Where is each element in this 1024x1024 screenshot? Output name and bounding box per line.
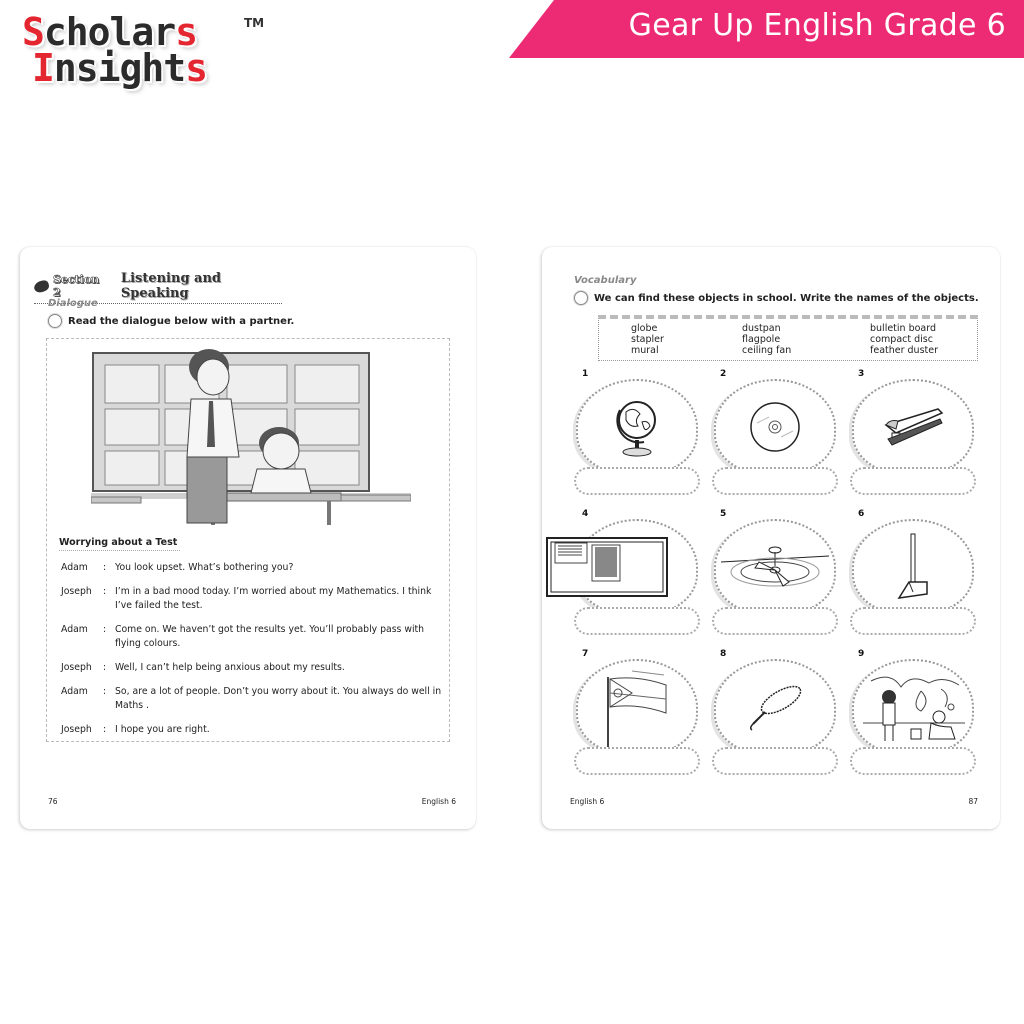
line-text: Come on. We haven’t got the results yet. You’ll probably pass with flying colours.: [115, 624, 425, 649]
word-bank-column: [870, 323, 938, 356]
left-page: [20, 247, 476, 829]
colon: :: [103, 562, 107, 573]
vocab-item: [710, 509, 840, 637]
section-title: Listening and Speaking: [120, 271, 222, 301]
vocabulary-label: Vocabulary: [574, 275, 637, 286]
dustpan-icon: [848, 519, 978, 615]
dialogue-box: [46, 338, 450, 742]
item-number: 3: [858, 369, 865, 379]
right-page: [542, 247, 1000, 829]
word: flagpole: [742, 334, 781, 345]
item-number: 9: [858, 649, 865, 659]
footer-title: English 6: [570, 797, 605, 806]
item-number: 4: [582, 509, 589, 519]
answer-field[interactable]: [850, 467, 976, 495]
word: dustpan: [742, 323, 781, 334]
page-number: 76: [48, 797, 58, 806]
vocab-item: [848, 509, 978, 637]
dialogue-line: [61, 561, 443, 575]
speaker: Adam: [61, 562, 88, 573]
vocab-item: [710, 369, 840, 497]
word-bank-column: [631, 323, 664, 356]
vocab-item: [710, 649, 840, 777]
colon: :: [103, 724, 107, 735]
instruction-text: We can find these objects in school. Write the names of the objects.: [594, 292, 979, 304]
answer-field[interactable]: [574, 607, 700, 635]
item-number: 5: [720, 509, 727, 519]
line-text: I hope you are right.: [115, 724, 210, 735]
classroom-illustration: [91, 347, 411, 525]
answer-field[interactable]: [712, 467, 838, 495]
dialogue-line: [61, 585, 443, 613]
word: bulletin board: [870, 323, 937, 334]
speaker: Joseph: [61, 662, 92, 673]
line-text: So, are a lot of people. Don’t you worry about it. You always do well in Maths .: [115, 686, 442, 711]
word: feather duster: [870, 345, 939, 356]
checkbox-ring-icon: [48, 314, 62, 328]
item-number: 7: [582, 649, 589, 659]
scholars-insights-logo: [22, 10, 265, 94]
colon: :: [103, 686, 107, 697]
dialogue-line: [61, 723, 443, 737]
answer-field[interactable]: [574, 747, 700, 775]
feather-duster-icon: [710, 659, 840, 755]
vocab-item: [572, 509, 702, 637]
flagpole-icon: [572, 659, 702, 755]
word: ceiling fan: [742, 345, 792, 356]
item-number: 1: [582, 369, 589, 379]
dialogue-line: [61, 685, 443, 713]
colon: :: [103, 624, 107, 635]
vocab-item: [848, 649, 978, 777]
word: mural: [631, 345, 659, 356]
line-text: I’m in a bad mood today. I’m worried about my Mathematics. I think I’ve failed the test.: [115, 586, 432, 611]
word: stapler: [631, 334, 664, 345]
logo-line-1: Scholars: [22, 10, 198, 54]
mural-icon: [848, 659, 978, 755]
vocab-item: [572, 369, 702, 497]
word: globe: [631, 323, 658, 334]
dialogue-label: Dialogue: [48, 298, 98, 309]
ceiling-fan-icon: [710, 519, 840, 615]
item-number: 8: [720, 649, 727, 659]
answer-field[interactable]: [712, 607, 838, 635]
book-title: Gear Up English Grade 6: [628, 8, 1006, 43]
dialogue-title: Worrying about a Test: [59, 537, 180, 551]
dialogue-lines: [61, 561, 443, 747]
bird-icon: [33, 279, 50, 293]
word: compact disc: [870, 334, 933, 345]
trademark: TM: [244, 16, 265, 30]
dialogue-line: [61, 661, 443, 675]
stapler-icon: [848, 379, 978, 475]
checkbox-ring-icon: [574, 291, 588, 305]
vocab-item: [572, 649, 702, 777]
colon: :: [103, 586, 107, 597]
line-text: Well, I can’t help being anxious about my results.: [115, 662, 345, 673]
answer-field[interactable]: [574, 467, 700, 495]
dialogue-line: [61, 623, 443, 651]
item-number: 2: [720, 369, 727, 379]
item-number: 6: [858, 509, 865, 519]
word-bank-column: [742, 323, 791, 356]
line-text: You look upset. What’s bothering you?: [115, 562, 294, 573]
bulletin-board-icon: [572, 519, 702, 615]
page-number: 87: [968, 797, 978, 806]
instruction-text: Read the dialogue below with a partner.: [68, 315, 295, 327]
colon: :: [103, 662, 107, 673]
speaker: Adam: [61, 686, 88, 697]
instruction: [48, 314, 294, 328]
speaker: Joseph: [61, 586, 92, 597]
logo-line-2: Insights: [32, 46, 208, 90]
globe-icon: [572, 379, 702, 475]
footer-title: English 6: [421, 797, 456, 806]
speaker: Adam: [61, 624, 88, 635]
section-label: Section 2: [52, 273, 100, 299]
vocab-item: [848, 369, 978, 497]
compact-disc-icon: [710, 379, 840, 475]
answer-field[interactable]: [712, 747, 838, 775]
instruction: [574, 291, 979, 305]
speaker: Joseph: [61, 724, 92, 735]
answer-field[interactable]: [850, 607, 976, 635]
word-bank: [598, 315, 978, 361]
answer-field[interactable]: [850, 747, 976, 775]
